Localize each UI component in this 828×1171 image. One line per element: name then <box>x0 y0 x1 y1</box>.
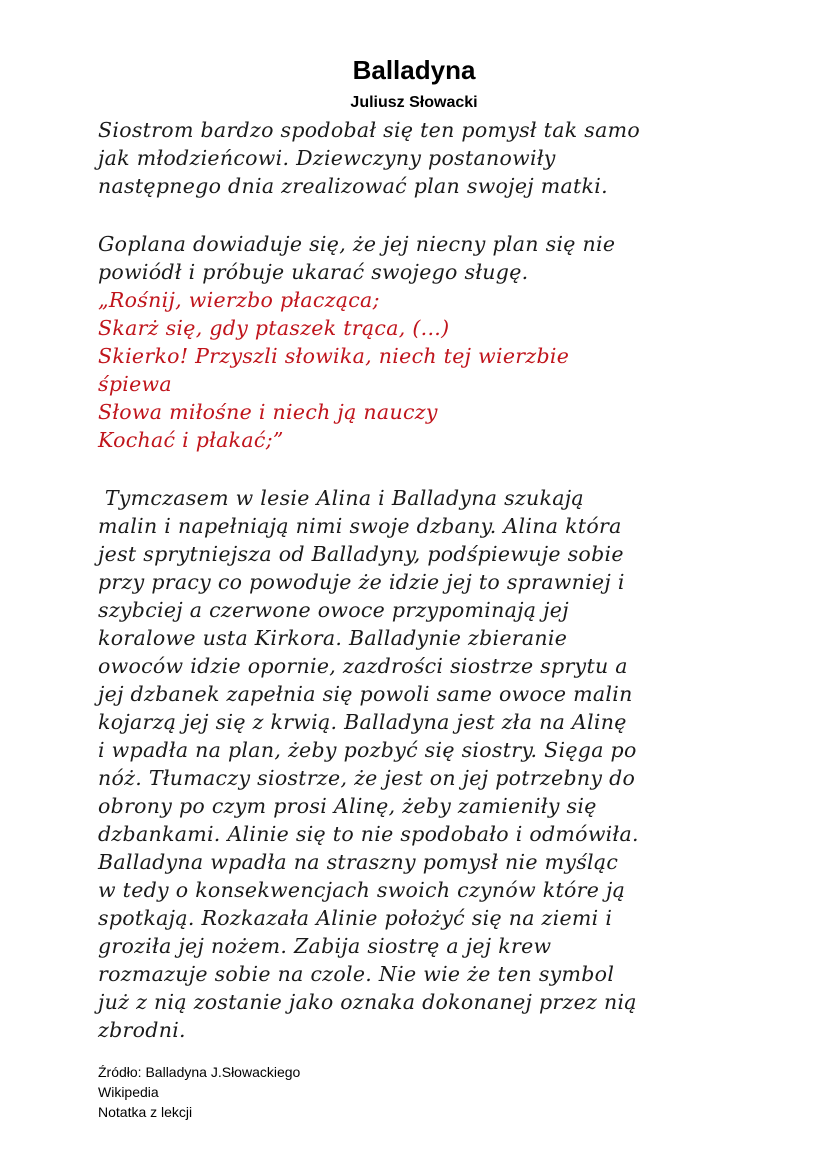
paragraph-goplana <box>98 230 758 286</box>
paragraph-forest <box>98 484 758 1044</box>
text-line: groziła jej nożem. Zabija siostrę a jej krew <box>98 934 552 958</box>
text-line: koralowe usta Kirkora. Balladynie zbieranie <box>98 626 568 650</box>
quote-line: „Rośnij, wierzbo płacząca; <box>98 288 380 312</box>
text-line: Tymczasem w lesie Alina i Balladyna szukają <box>98 486 584 510</box>
quote-line: śpiewa <box>98 372 172 396</box>
text-line: owoców idzie opornie, zazdrości siostrze sprytu a <box>98 654 628 678</box>
text-line: już z nią zostanie jako oznaka dokonanej przez nią <box>98 990 637 1014</box>
text-line: dzbankami. Alinie się to nie spodobało i odmówiła. <box>98 822 639 846</box>
text-line: przy pracy co powoduje że idzie jej to sprawniej i <box>98 570 625 594</box>
text-line: następnego dnia zrealizować plan swojej matki. <box>98 174 608 198</box>
text-line: Goplana dowiaduje się, że jej niecny plan się nie <box>98 232 616 256</box>
text-line: w tedy o konsekwencjach swoich czynów które ją <box>98 878 626 902</box>
sources-note <box>98 1062 300 1122</box>
text-line: jej dzbanek zapełnia się powoli same owoce malin <box>98 682 633 706</box>
text-line: jak młodzieńcowi. Dziewczyny postanowiły <box>98 146 556 170</box>
document-author: Juliusz Słowacki <box>350 94 478 111</box>
source-line: Źródło: Balladyna J.Słowackiego <box>98 1064 301 1080</box>
quote-line: Skarż się, gdy ptaszek trąca, (...) <box>98 316 450 340</box>
text-line: powiódł i próbuje ukarać swojego sługę. <box>98 260 529 284</box>
text-line: obrony po czym prosi Alinę, żeby zamieniły się <box>98 794 597 818</box>
text-line: rozmazuje sobie na czole. Nie wie że ten symbol <box>98 962 615 986</box>
quote-line: Kochać i płakać;” <box>98 428 284 452</box>
poem-quote <box>98 286 758 454</box>
text-line: malin i napełniają nimi swoje dzbany. Alina która <box>98 514 622 538</box>
text-line: zbrodni. <box>98 1018 186 1042</box>
source-line: Wikipedia <box>98 1084 159 1100</box>
text-line: spotkają. Rozkazała Alinie położyć się na ziemi i <box>98 906 613 930</box>
source-line: Notatka z lekcji <box>98 1104 193 1120</box>
text-line: Siostrom bardzo spodobał się ten pomysł tak samo <box>98 118 640 142</box>
text-line: jest sprytniejsza od Balladyny, podśpiewuje sobie <box>98 542 624 566</box>
text-line: szybciej a czerwone owoce przypominają jej <box>98 598 569 622</box>
text-line: i wpadła na plan, żeby pozbyć się siostry. Sięga po <box>98 738 637 762</box>
text-line: nóż. Tłumaczy siostrze, że jest on jej potrzebny do <box>98 766 636 790</box>
document-title: Balladyna <box>352 55 476 85</box>
paragraph-intro <box>98 116 758 200</box>
text-line: kojarzą jej się z krwią. Balladyna jest zła na Alinę <box>98 710 627 734</box>
quote-line: Skierko! Przyszli słowika, niech tej wierzbie <box>98 344 570 368</box>
text-line: Balladyna wpadła na straszny pomysł nie myśląc <box>98 850 619 874</box>
quote-line: Słowa miłośne i niech ją nauczy <box>98 400 438 424</box>
